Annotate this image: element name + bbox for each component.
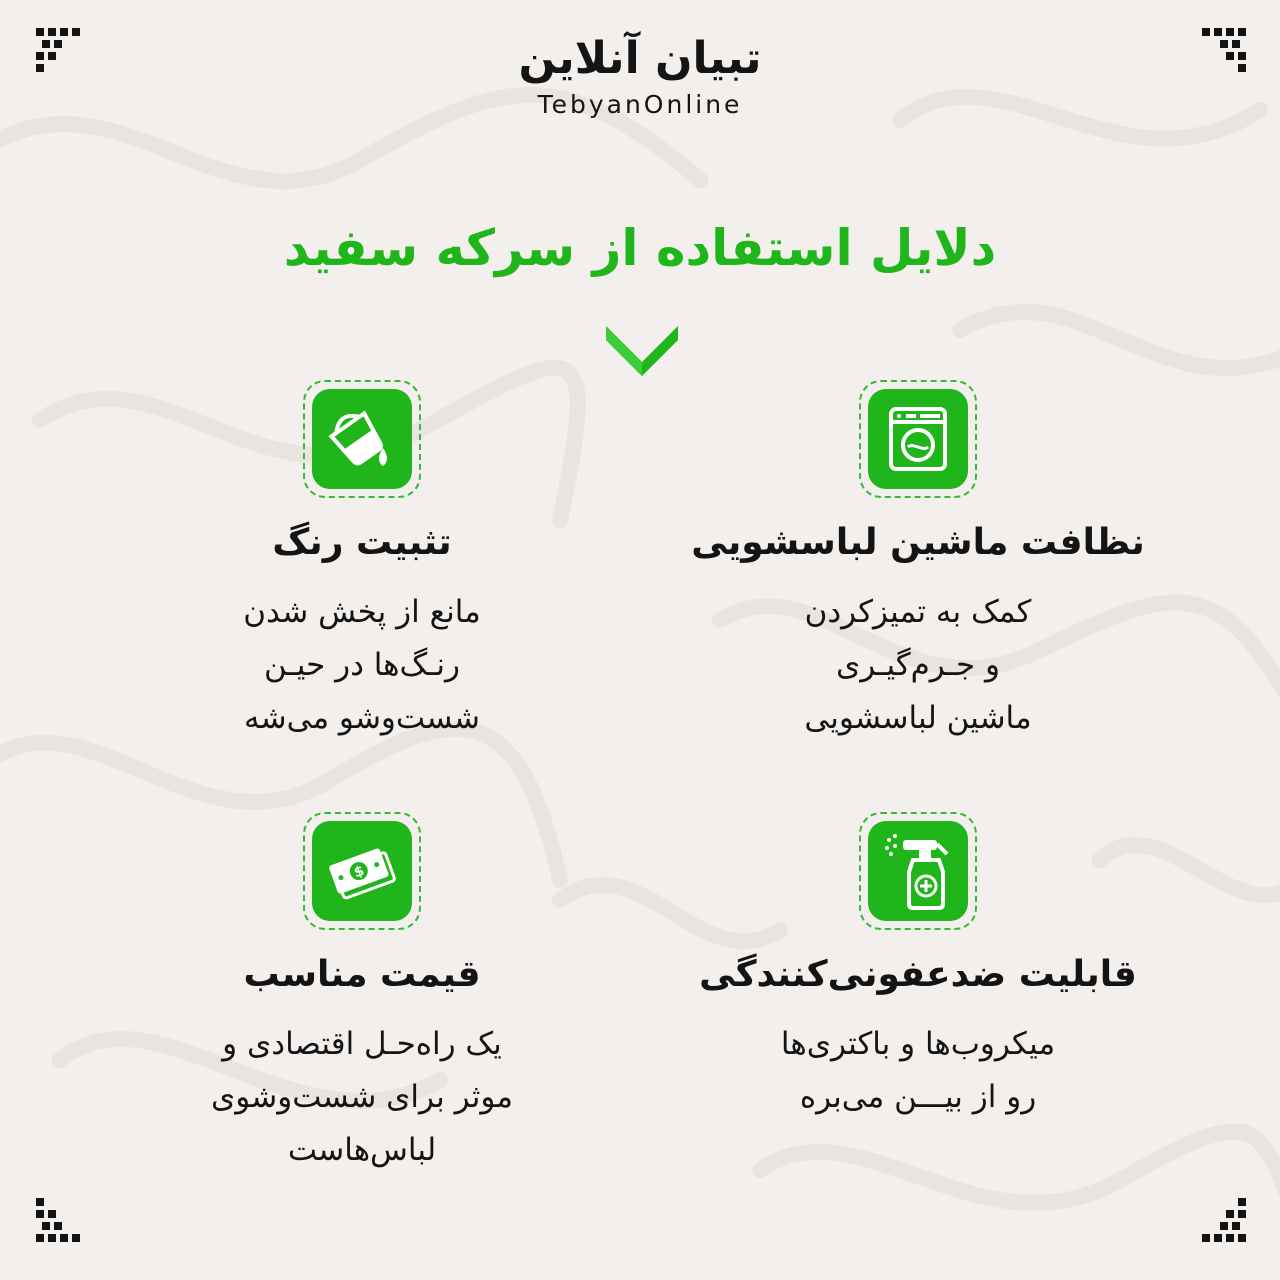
brand-logo <box>440 30 840 120</box>
card-line: میکروب‌ها و باکتری‌ها <box>780 1026 1056 1062</box>
card-line: رو از بیـــن می‌بره <box>799 1079 1037 1115</box>
card-line: یک راه‌حـل اقتصادی و <box>222 1026 502 1062</box>
card-line: لباس‌هاست <box>287 1132 437 1168</box>
icon-frame <box>859 812 977 930</box>
reason-card-color-fixing <box>82 380 642 745</box>
card-line: موثر برای شست‌وشوی <box>211 1079 513 1115</box>
card-title: تثبیت رنگ <box>272 522 452 563</box>
reason-card-disinfecting <box>638 812 1198 1124</box>
paint-bucket-icon <box>327 404 397 474</box>
brand-name-en: TebyanOnline <box>537 90 743 119</box>
card-line: مانع از پخش شدن <box>243 594 481 630</box>
icon-frame <box>303 380 421 498</box>
corner-ornament-bottom-left <box>36 1198 80 1242</box>
money-icon <box>326 841 398 901</box>
card-description <box>638 586 1198 745</box>
reason-card-washing-machine <box>638 380 1198 745</box>
card-title: قیمت مناسب <box>243 954 481 995</box>
chevron-down-icon <box>602 318 682 378</box>
svg-text:$: $ <box>351 862 367 882</box>
brand-name-fa: تبیان آنلاین <box>518 33 762 84</box>
card-title: قابلیت ضدعفونی‌کنندگی <box>699 954 1137 995</box>
card-line: کمک به تمیزکردن <box>804 594 1032 630</box>
corner-ornament-top-right <box>1202 28 1246 72</box>
card-description <box>82 586 642 745</box>
card-description <box>638 1018 1198 1124</box>
card-title: نظافت ماشین لباسشویی <box>691 522 1145 563</box>
corner-ornament-top-left <box>36 28 80 72</box>
corner-ornament-bottom-right <box>1202 1198 1246 1242</box>
card-line: شست‌وشو می‌شه <box>244 700 480 736</box>
washing-machine-icon <box>888 406 948 472</box>
page-title: دلایل استفاده از سرکه سفید <box>283 219 997 277</box>
icon-frame <box>859 380 977 498</box>
card-description <box>82 1018 642 1177</box>
card-line: رنـگ‌ها در حیـن <box>264 647 460 683</box>
reason-card-affordable-price <box>82 812 642 1177</box>
spray-bottle-icon <box>883 832 953 910</box>
icon-frame <box>303 812 421 930</box>
card-line: ماشین لباسشویی <box>804 700 1032 736</box>
card-line: و جـرم‌گیـری <box>836 647 1000 683</box>
